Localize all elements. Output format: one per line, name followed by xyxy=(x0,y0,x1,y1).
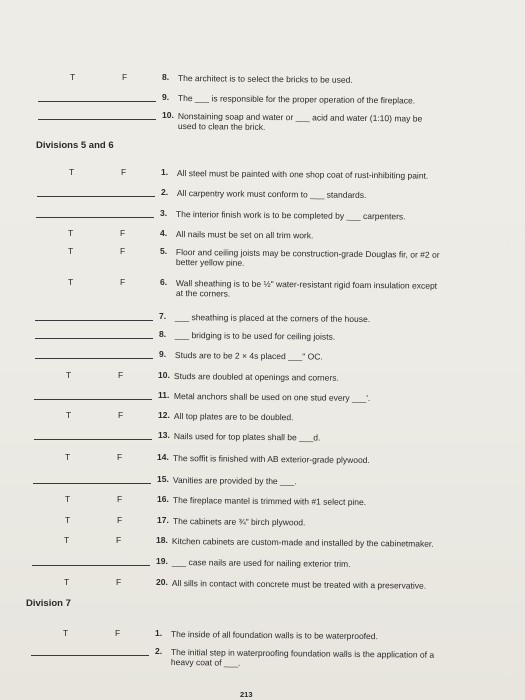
question-text: Floor and ceiling joists may be construction-grade Douglas fir, or #2 or xyxy=(175,247,440,260)
question-text: Metal anchors shall be used on one stud every ___'. xyxy=(173,391,371,404)
question-text: The initial step in waterproofing foundation walls is the application of a xyxy=(170,647,435,660)
question-number: 14. xyxy=(157,452,169,462)
question-text: All top plates are to be doubled. xyxy=(173,411,294,423)
true-option[interactable]: T xyxy=(69,167,75,177)
question-number: 11. xyxy=(158,390,170,400)
question-text: The interior finish work is to be completed by ___ carpenters. xyxy=(175,209,406,222)
question-number: 19. xyxy=(156,556,168,566)
answer-blank[interactable] xyxy=(34,399,152,400)
question-number: 10. xyxy=(162,110,174,120)
question-text: All steel must be painted with one shop coat of rust-inhibiting paint. xyxy=(176,168,429,181)
question-number: 1. xyxy=(161,167,169,177)
question-text-continued: heavy coat of ___. xyxy=(170,657,241,668)
false-option[interactable]: F xyxy=(120,277,126,287)
answer-blank[interactable] xyxy=(36,217,154,218)
false-option[interactable]: F xyxy=(116,577,122,587)
false-option[interactable]: F xyxy=(117,515,123,525)
question-text: Wall sheathing is to be ½" water-resistant rigid foam insulation except xyxy=(175,278,438,291)
question-number: 10. xyxy=(158,370,170,380)
question-text: The inside of all foundation walls is to be waterproofed. xyxy=(170,629,378,642)
question-text: Nonstaining soap and water or ___ acid and water (1:10) may be xyxy=(177,111,423,124)
answer-blank[interactable] xyxy=(38,119,156,120)
question-number: 9. xyxy=(162,92,170,102)
question-number: 8. xyxy=(159,329,167,339)
question-text: All carpentry work must conform to ___ standards. xyxy=(176,188,367,200)
question-number: 7. xyxy=(159,311,167,321)
false-option[interactable]: F xyxy=(120,246,126,256)
false-option[interactable]: F xyxy=(115,628,121,638)
true-option[interactable]: T xyxy=(65,494,71,504)
true-option[interactable]: T xyxy=(68,228,74,238)
question-text: The soffit is finished with AB exterior-grade plywood. xyxy=(172,453,370,466)
question-text: ___ bridging is to be used for ceiling joists. xyxy=(174,330,336,342)
question-number: 4. xyxy=(160,228,168,238)
false-option[interactable]: F xyxy=(121,167,127,177)
question-number: 12. xyxy=(158,410,170,420)
question-text: Vanities are provided by the ___. xyxy=(172,475,297,487)
question-number: 3. xyxy=(160,208,168,218)
false-option[interactable]: F xyxy=(116,535,122,545)
question-text: The cabinets are ¾" birch plywood. xyxy=(172,516,306,528)
question-text-continued: better yellow pine. xyxy=(175,257,245,268)
question-text: The fireplace mantel is trimmed with #1 select pine. xyxy=(172,495,367,508)
question-number: 1. xyxy=(155,628,163,638)
question-number: 17. xyxy=(157,515,169,525)
question-text: ___ case nails are used for nailing exterior trim. xyxy=(171,557,351,569)
answer-blank[interactable] xyxy=(37,196,155,197)
true-option[interactable]: T xyxy=(68,277,74,287)
question-number: 15. xyxy=(157,474,169,484)
question-number: 2. xyxy=(155,646,163,656)
answer-blank[interactable] xyxy=(38,101,156,102)
question-text: Nails used for top plates shall be ___d. xyxy=(173,431,321,443)
question-number: 6. xyxy=(160,277,168,287)
true-option[interactable]: T xyxy=(70,72,76,82)
question-number: 20. xyxy=(156,577,168,587)
question-text: All sills in contact with concrete must be treated with a preservative. xyxy=(171,578,427,591)
question-text: The ___ is responsible for the proper operation of the fireplace. xyxy=(177,93,416,106)
question-number: 2. xyxy=(161,187,169,197)
answer-blank[interactable] xyxy=(31,655,149,656)
false-option[interactable]: F xyxy=(118,370,124,380)
true-option[interactable]: T xyxy=(65,452,71,462)
question-number: 16. xyxy=(157,494,169,504)
true-option[interactable]: T xyxy=(66,370,72,380)
question-text: The architect is to select the bricks to be used. xyxy=(177,73,353,85)
question-number: 18. xyxy=(156,535,168,545)
question-text: Studs are to be 2 × 4s placed ___" OC. xyxy=(174,350,323,362)
true-option[interactable]: T xyxy=(64,535,70,545)
question-number: 8. xyxy=(162,72,170,82)
answer-blank[interactable] xyxy=(35,320,153,321)
page-number: 213 xyxy=(240,690,253,699)
true-option[interactable]: T xyxy=(63,628,69,638)
false-option[interactable]: F xyxy=(120,228,126,238)
question-number: 9. xyxy=(159,349,167,359)
question-text: ___ sheathing is placed at the corners of the house. xyxy=(174,312,371,325)
true-option[interactable]: T xyxy=(68,246,74,256)
section-heading: Divisions 5 and 6 xyxy=(36,140,114,151)
question-text-continued: at the corners. xyxy=(175,288,231,299)
question-number: 13. xyxy=(158,430,170,440)
question-text-continued: used to clean the brick. xyxy=(177,121,266,132)
answer-blank[interactable] xyxy=(33,483,151,484)
true-option[interactable]: T xyxy=(64,577,70,587)
question-text: All nails must be set on all trim work. xyxy=(175,229,314,241)
false-option[interactable]: F xyxy=(118,410,124,420)
answer-blank[interactable] xyxy=(34,439,152,440)
false-option[interactable]: F xyxy=(117,494,123,504)
answer-blank[interactable] xyxy=(32,565,150,566)
question-text: Kitchen cabinets are custom-made and installed by the cabinetmaker. xyxy=(171,536,434,549)
section-heading: Division 7 xyxy=(26,598,71,609)
answer-blank[interactable] xyxy=(35,338,153,339)
answer-blank[interactable] xyxy=(35,358,153,359)
question-text: Studs are doubled at openings and corners. xyxy=(173,371,339,383)
false-option[interactable]: F xyxy=(122,72,128,82)
false-option[interactable]: F xyxy=(117,452,123,462)
true-option[interactable]: T xyxy=(65,515,71,525)
question-number: 5. xyxy=(160,246,168,256)
true-option[interactable]: T xyxy=(66,410,72,420)
